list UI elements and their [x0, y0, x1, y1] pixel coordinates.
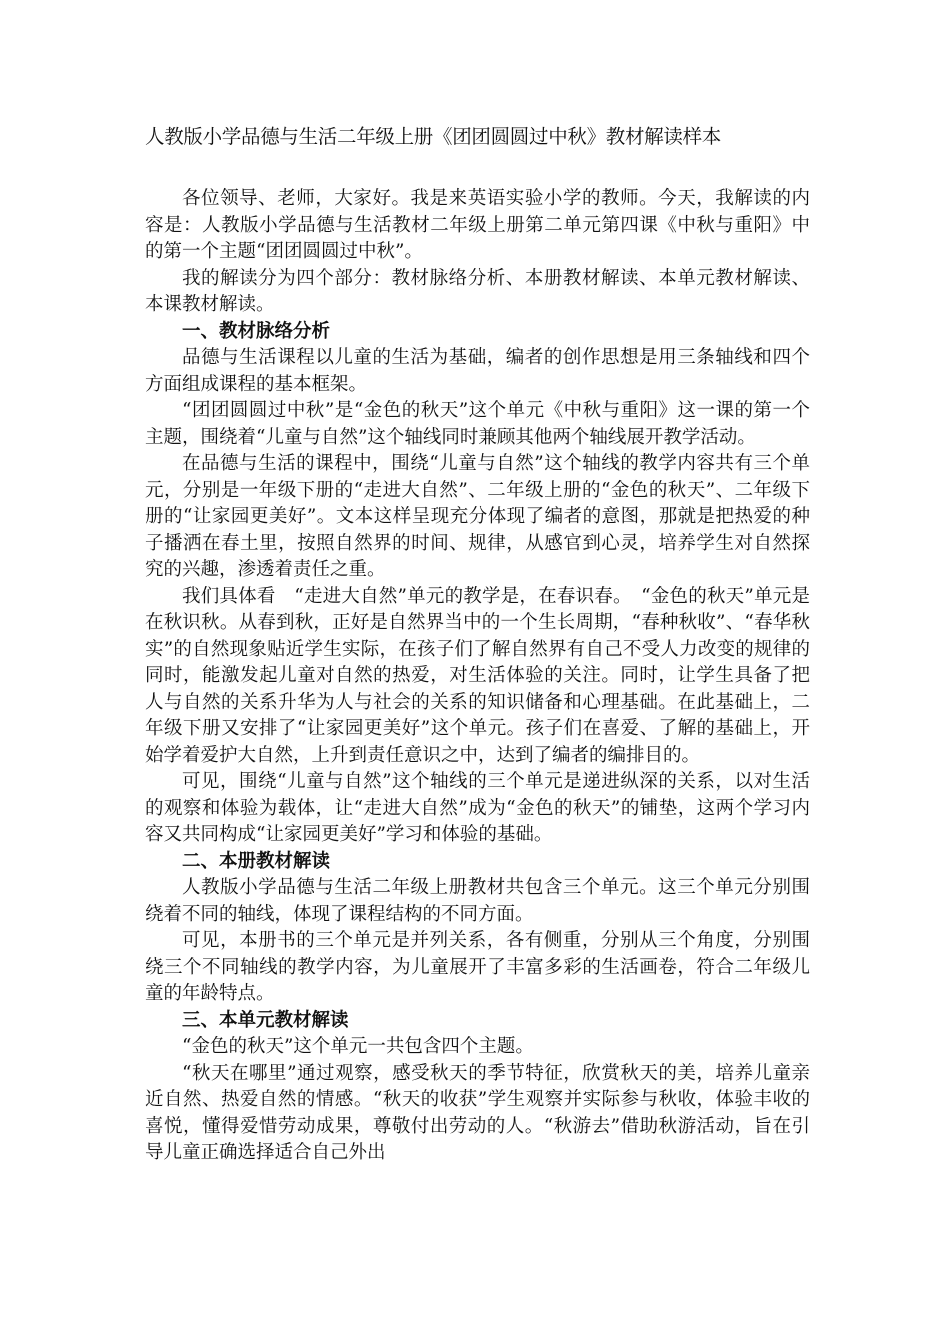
- paragraph: “金色的秋天”这个单元一共包含四个主题。: [182, 1036, 534, 1057]
- paragraph-outline: 我的解读分为四个部分：教材脉络分析、本册教材解读、本单元教材解读、本课教材解读。: [145, 267, 810, 315]
- paragraph: 品德与生活课程以儿童的生活为基础，编者的创作思想是用三条轴线和四个方面组成课程的基本框架。: [145, 347, 810, 395]
- paragraph: “秋天在哪里”通过观察，感受秋天的季节特征，欣赏秋天的美，培养儿童亲近自然、热爱自然的情感。“秋天的收获”学生观察并实际参与秋收，体验丰收的喜悦，懂得爱惜劳动成果，尊敬付出劳动的人。“秋游去”借助秋游活动，旨在引导儿童正确选择适合自己外出: [145, 1062, 810, 1163]
- paragraph: 人教版小学品德与生活二年级上册教材共包含三个单元。这三个单元分别围绕着不同的轴线，体现了课程结构的不同方面。: [145, 877, 810, 925]
- paragraph-greeting: 各位领导、老师，大家好。我是来英语实验小学的教师。今天，我解读的内容是：人教版小学品德与生活教材二年级上册第二单元第四课《中秋与重阳》中的第一个主题“团团圆圆过中秋”。: [145, 188, 810, 262]
- paragraph: 在品德与生活的课程中，围绕“儿童与自然”这个轴线的教学内容共有三个单元，分别是一年级下册的“走进大自然”、二年级上册的“金色的秋天”、二年级下册的“让家园更美好”。文本这样呈现充分体现了编者的意图，那就是把热爱的种子播洒在春土里，按照自然界的时间、规律，从感官到心灵，培养学生对自然探究的兴趣，渗透着责任之重。: [145, 453, 810, 580]
- document-page: [145, 122, 810, 1167]
- document-title: 人教版小学品德与生活二年级上册《团团圆圆过中秋》教材解读样本: [145, 125, 722, 148]
- paragraph: “团团圆圆过中秋”是“金色的秋天”这个单元《中秋与重阳》这一课的第一个主题，围绕着“儿童与自然”这个轴线同时兼顾其他两个轴线展开教学活动。: [145, 400, 810, 448]
- paragraph: 我们具体看 “走进大自然”单元的教学是，在春识春。 “金色的秋天”单元是在秋识秋。从春到秋，正好是自然界当中的一个生长周期，“春种秋收”、“春华秋实”的自然现象贴近学生实际，在孩子们了解自然界有自己不受人力改变的规律的同时，能激发起儿童对自然的热爱，对生活体验的关注。同时，让学生具备了把人与自然的关系升华为人与社会的关系的知识储备和心理基础。在此基础上，二年级下册又安排了“让家园更美好”这个单元。孩子们在喜爱、了解的基础上，开始学着爱护大自然，上升到责任意识之中，达到了编者的编排目的。: [145, 585, 810, 766]
- paragraph: 可见，本册书的三个单元是并列关系，各有侧重，分别从三个角度，分别围绕三个不同轴线的教学内容，为儿童展开了丰富多彩的生活画卷，符合二年级儿童的年龄特点。: [145, 930, 810, 1004]
- section-heading-2: 二、本册教材解读: [182, 850, 331, 872]
- paragraph: 可见，围绕“儿童与自然”这个轴线的三个单元是递进纵深的关系，以对生活的观察和体验为载体，让“走进大自然”成为“金色的秋天”的铺垫，这两个学习内容又共同构成“让家园更美好”学习和体验的基础。: [145, 771, 810, 845]
- section-heading-3: 三、本单元教材解读: [182, 1009, 349, 1031]
- section-heading-1: 一、教材脉络分析: [182, 320, 331, 342]
